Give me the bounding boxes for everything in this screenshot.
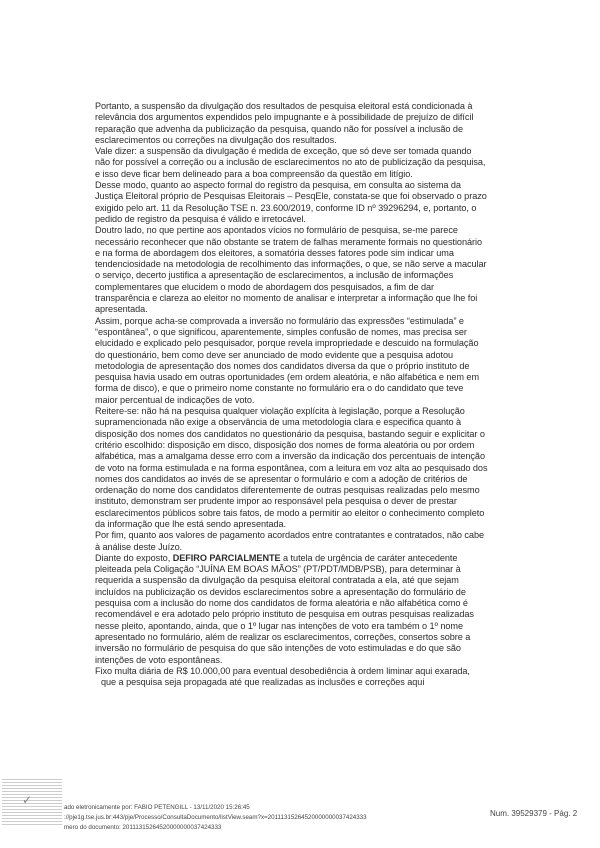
- paragraph: [95, 225, 507, 315]
- document-url-link[interactable]: ://pje1g.tse.jus.br:443/pje/Processo/ConsultaDocumento/listView.seam?x=20111315264520000000037424333: [64, 814, 367, 821]
- text-line: e isso deve ficar bem delineado para a boa compreensão da questão em litígio.: [95, 168, 413, 179]
- paragraph: [95, 180, 507, 225]
- text-line: esclarecimentos ou correções na divulgação dos resultados.: [95, 134, 337, 145]
- signature-line: ado eletronicamente por: FABIO PETENGILL - 13/11/2020 15:26:45: [64, 804, 250, 811]
- page-number: Num. 39529379 - Pág. 2: [490, 809, 578, 818]
- text-line: Desse modo, quanto ao aspecto formal do registro da pesquisa, em consulta ao sistema da: [95, 180, 461, 191]
- text-line: Justiça Eleitoral próprio de Pesquisas Eleitorais – PesqEle, constata-se que foi observado o prazo: [95, 191, 487, 202]
- text-line: Doutro lado, no que pertine aos apontados vícios no formulário de pesquisa, se-me parece: [95, 225, 458, 236]
- text-line: pedido de registro da pesquisa é válido e irretocável.: [95, 213, 306, 224]
- text-line: “espontânea”, o que significou, aparentemente, simples confusão de nomes, mas precisa ser: [95, 326, 467, 337]
- text-line: Fixo multa diária de R$ 10.000,00 para eventual desobediência à ordem liminar aqui exarada,: [95, 665, 470, 676]
- text-line: inversão no formulário de pesquisa do que são intenções de voto estimuladas e do que são: [95, 643, 461, 654]
- text-line: de voto na forma estimulada e na forma espontânea, com a leitura em voz alta ao pesquisado dos: [95, 462, 488, 473]
- text-line: ordenação do nome dos candidatos diferentemente de outras pesquisas realizadas pelo mesmo: [95, 485, 480, 496]
- deferral-lines: [95, 564, 507, 666]
- text-line: recomendável e era adotado pelo próprio instituto de pesquisa em outras pesquisas realizadas: [95, 609, 474, 620]
- text-line: disposição dos nomes dos candidatos no questionário da pesquisa, bastando seguir e explicitar o: [95, 428, 485, 439]
- text-line: Reitere-se: não há na pesquisa qualquer violação explícita à legislação, porque a Resolução: [95, 406, 465, 417]
- paragraph: [95, 146, 507, 180]
- paragraph-group: [95, 101, 507, 553]
- deferral-bold-text: DEFIRO PARCIALMENTE: [172, 552, 281, 563]
- text-line: da informação que lhe está sendo apresentada.: [95, 518, 287, 529]
- text-line: à análise deste Juízo.: [95, 541, 183, 552]
- text-line: requerida a suspensão da divulgação da pesquisa eleitoral contratada a ela, até que sejam: [95, 575, 459, 586]
- text-line: maior percentual de indicações de voto.: [95, 394, 255, 405]
- deferral-intro: Diante do exposto,: [95, 552, 173, 563]
- signature-check-icon: ✓: [22, 793, 33, 807]
- text-line: pesquisa com a inclusão do nome dos candidatos de forma aleatória e não alfabética como é: [95, 598, 468, 609]
- deferral-paragraph: [95, 553, 507, 666]
- text-line: forma de disco), e que o primeiro nome constante no formulário era o do candidato que teve: [95, 383, 464, 394]
- document-body: [95, 101, 507, 688]
- text-line: Assim, porque acha-se comprovada a inversão no formulário das expressões “estimulada” e: [95, 315, 464, 326]
- text-line: esclarecimentos públicos sobre tais fatos, de modo a permitir ao eleitor o conhecimento completo: [95, 507, 485, 518]
- text-line: que a pesquisa seja propagada até que realizadas as inclusões e correções aqui: [101, 677, 425, 688]
- text-line: relevância dos argumentos expendidos pelo impugnante e à possibilidade de prejuízo de difícil: [95, 112, 474, 123]
- text-line: instituto, demonstram ser prudente impor ao responsável pela pesquisa o dever de prestar: [95, 496, 457, 507]
- paragraph: [95, 530, 507, 553]
- text-line: metodologia de apresentação dos nomes dos candidatos diversa da que o próprio instituto de: [95, 360, 470, 371]
- text-line: nesse pleito, apontando, ainda, que o 1º lugar nas intenções de voto era também o 1º nome: [95, 620, 463, 631]
- text-line: pleiteada pela Coligação “JUÍNA EM BOAS MÃOS” (PT/PDT/MDB/PSB), para determinar à: [95, 564, 461, 575]
- deferral-rest: a tutela de urgência de caráter antecedente: [280, 552, 458, 563]
- text-line: elucidado e explicado pelo pesquisador, porque revela impropriedade e descuido na formulação: [95, 338, 479, 349]
- text-line: nomes dos candidatos ao invés de se apresentar o formulário e com a adoção de critérios de: [95, 473, 468, 484]
- text-line: incluídos na publicização os devidos esclarecimentos sobre a apresentação do formulário de: [95, 586, 466, 597]
- text-line: necessário reconhecer que não obstante se tratem de falhas meramente formais no questionário: [95, 236, 482, 247]
- text-line: exigido pelo art. 11 da Resolução TSE n. 23.600/2019, conforme ID nº 39296294, e, portanto, o: [95, 202, 477, 213]
- paragraph: [95, 316, 507, 406]
- fine-paragraph: [95, 666, 507, 689]
- text-line: critério escolhido: disposição em disco, disposição dos nomes de forma aleatória ou por ordem: [95, 439, 475, 450]
- document-number: mero do documento: 20111315264520000000037424333: [64, 824, 222, 831]
- text-line: e na forma de abordagem dos eleitores, a somatória desses fatores pode sim indicar uma: [95, 247, 454, 258]
- page-footer: [0, 775, 600, 848]
- text-line: o serviço, decerto justifica a apresentação de esclarecimentos, a inclusão de informações: [95, 270, 454, 281]
- text-line: alfabética, mas a amalgama desse erro com a inversão da indicação dos percentuais de intenção: [95, 451, 485, 462]
- text-line: do questionário, bem como deve ser anunciado de modo evidente que a pesquisa adotou: [95, 349, 454, 360]
- paragraph: [95, 406, 507, 530]
- text-line: apresentado no formulário, além de realizar os esclarecimentos, correções, consertos sobre a: [95, 631, 471, 642]
- text-line: Por fim, quanto aos valores de pagamento acordados entre contratantes e contratados, não cabe: [95, 530, 484, 541]
- text-line: não for possível a correção ou a inclusão de esclarecimentos no ato de publicização da pesquisa,: [95, 157, 486, 168]
- text-line: apresentada.: [95, 304, 148, 315]
- text-line: complementares que elucidem o modo de abordagem dos pesquisados, a fim de dar: [95, 281, 435, 292]
- paragraph: [95, 101, 507, 146]
- text-line: Portanto, a suspensão da divulgação dos resultados de pesquisa eleitoral está condicionada à: [95, 101, 473, 111]
- text-line: supramencionada não exige a observância de uma metodologia clara e especifica quanto à: [95, 417, 462, 428]
- deferral-first-line: [95, 553, 507, 564]
- text-line: transparência e clareza ao eleitor no momento de analisar e interpretar a informação que lhe foi: [95, 293, 478, 304]
- text-line: reparação que advenha da publicização da pesquisa, quando não for possível a inclusão de: [95, 123, 463, 134]
- text-line: intenções de voto espontâneas.: [95, 654, 223, 665]
- text-line: pesquisa havia usado em outras oportunidades (em ordem aleatória, e não alfabética e nem em: [95, 372, 480, 383]
- text-line: tendenciosidade na metodologia de recolhimento das informações, o que, se não serve a macular: [95, 259, 487, 270]
- text-line: Vale dizer: a suspensão da divulgação é medida de exceção, que só deve ser tomada quando: [95, 146, 472, 157]
